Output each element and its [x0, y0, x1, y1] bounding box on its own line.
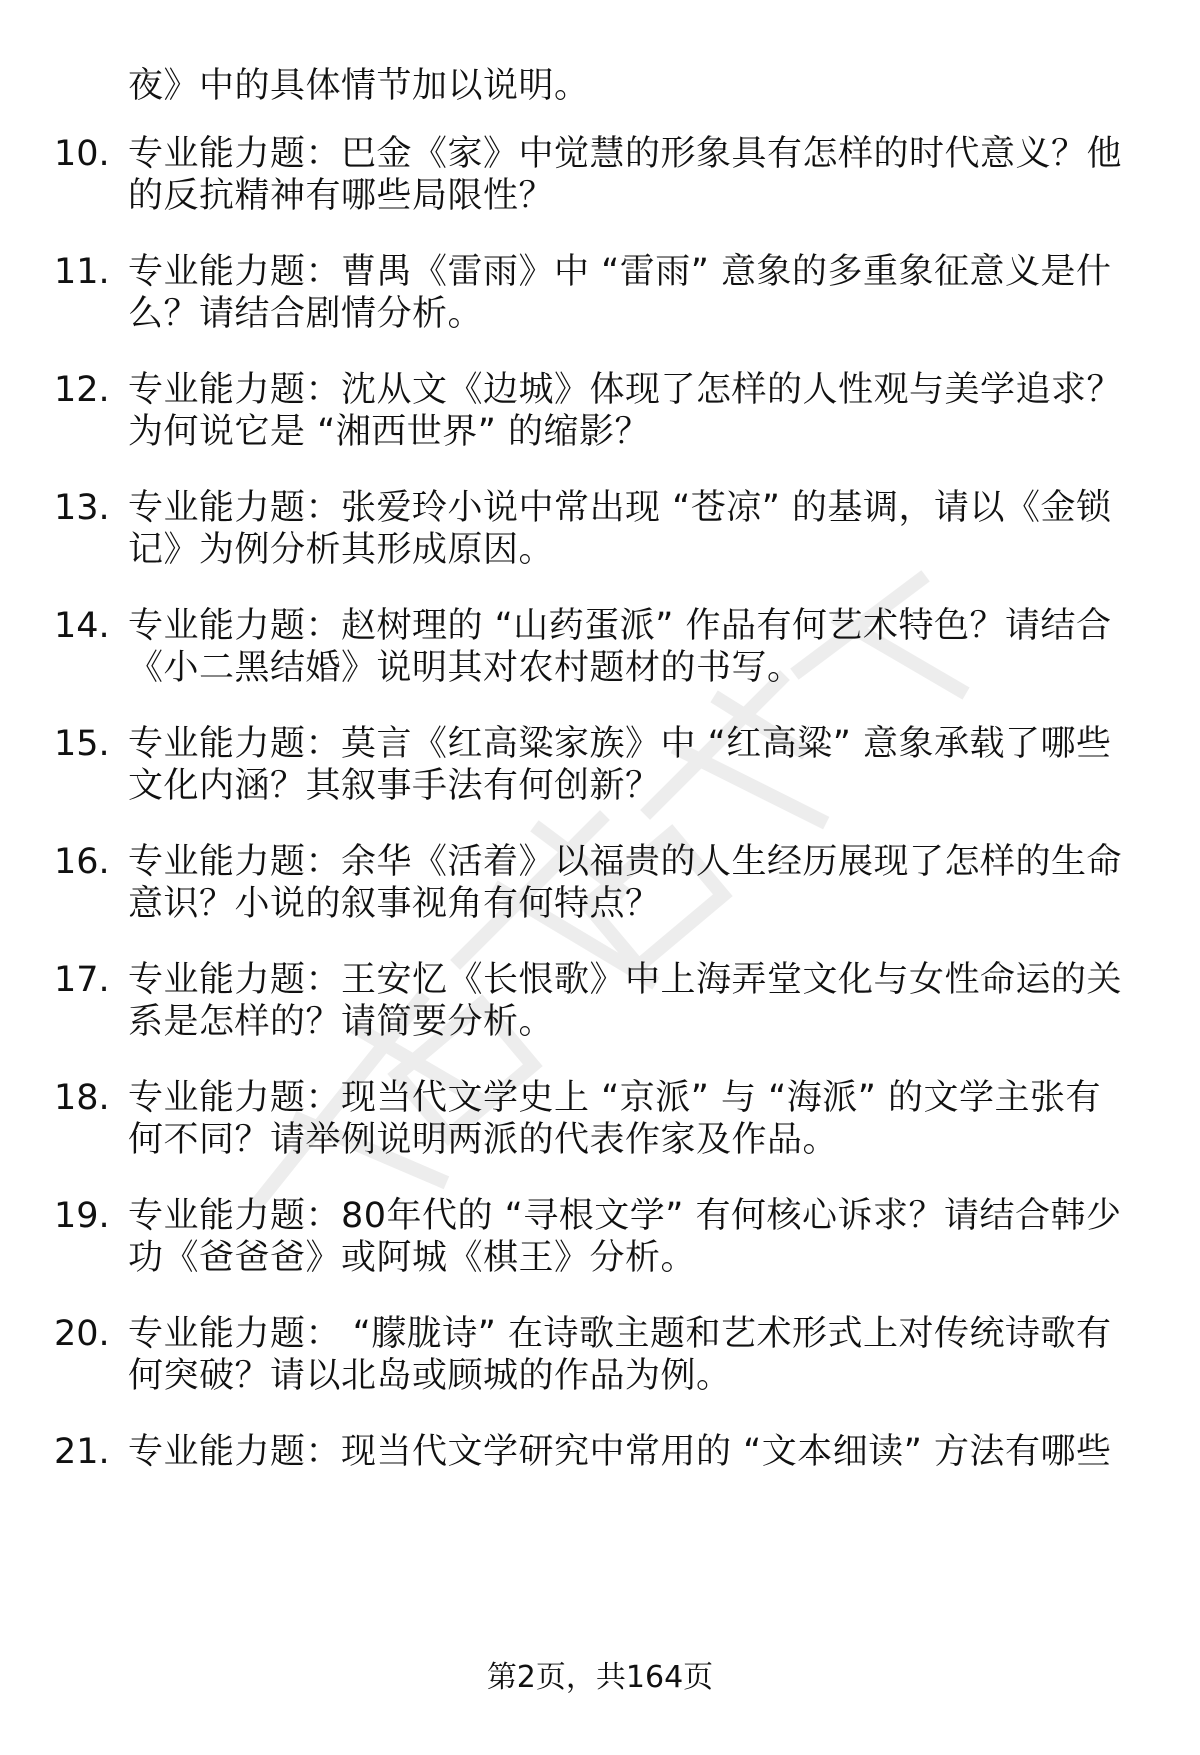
question-text-line2: 的反抗精神有哪些局限性？ — [128, 176, 555, 216]
question-text-line2: 系是怎样的？请简要分析。 — [128, 1002, 555, 1042]
question-number: 16. — [54, 842, 110, 882]
question-text-line1: 专业能力题：余华《活着》以福贵的人生经历展现了怎样的生命 — [128, 842, 1123, 882]
question-number: 11. — [54, 252, 110, 292]
question-number: 15. — [54, 724, 110, 764]
question-number: 10. — [54, 134, 110, 174]
question-text-line1: 专业能力题：王安忆《长恨歌》中上海弄堂文化与女性命运的关 — [128, 960, 1123, 1000]
question-text-line2: 文化内涵？其叙事手法有何创新？ — [128, 766, 661, 806]
question-number: 12. — [54, 370, 110, 410]
question-text-line2: 功《爸爸爸》或阿城《棋王》分析。 — [128, 1238, 697, 1278]
question-text-line1: 专业能力题：曹禺《雷雨》中 “雷雨” 意象的多重象征意义是什 — [128, 252, 1112, 292]
continuation-line: 夜》中的具体情节加以说明。 — [128, 66, 590, 106]
question-number: 20. — [54, 1314, 110, 1354]
question-text-line1: 专业能力题：沈从文《边城》体现了怎样的人性观与美学追求？ — [128, 370, 1123, 410]
question-number: 13. — [54, 488, 110, 528]
question-text-line1: 专业能力题：张爱玲小说中常出现 “苍凉” 的基调，请以《金锁 — [128, 488, 1112, 528]
question-text-line1: 专业能力题：现当代文学史上 “京派” 与 “海派” 的文学主张有 — [128, 1078, 1102, 1118]
question-text-line1: 专业能力题：现当代文学研究中常用的 “文本细读” 方法有哪些 — [128, 1432, 1112, 1472]
page-footer: 第2页，共164页 — [486, 1660, 714, 1695]
question-text-line2: 何不同？请举例说明两派的代表作家及作品。 — [128, 1120, 839, 1160]
question-text-line2: 何突破？请以北岛或顾城的作品为例。 — [128, 1356, 732, 1396]
question-number: 17. — [54, 960, 110, 1000]
question-text-line2: 么？请结合剧情分析。 — [128, 294, 484, 334]
question-number: 18. — [54, 1078, 110, 1118]
question-text-line1: 专业能力题：莫言《红高粱家族》中 “红高粱” 意象承载了哪些 — [128, 724, 1112, 764]
question-text-line2: 《小二黑结婚》说明其对农村题材的书写。 — [128, 648, 803, 688]
question-text-line1: 专业能力题： “朦胧诗” 在诗歌主题和艺术形式上对传统诗歌有 — [128, 1314, 1112, 1354]
question-text-line2: 记》为例分析其形成原因。 — [128, 530, 555, 570]
question-number: 14. — [54, 606, 110, 646]
question-text-line2: 意识？小说的叙事视角有何特点？ — [128, 884, 661, 924]
question-number: 21. — [54, 1432, 110, 1472]
question-text-line1: 专业能力题：巴金《家》中觉慧的形象具有怎样的时代意义？他 — [128, 134, 1123, 174]
question-number: 19. — [54, 1196, 110, 1236]
question-text-line1: 专业能力题：80年代的 “寻根文学” 有何核心诉求？请结合韩少 — [128, 1196, 1122, 1236]
question-text-line2: 为何说它是 “湘西世界” 的缩影？ — [128, 412, 651, 452]
question-text-line1: 专业能力题：赵树理的 “山药蛋派” 作品有何艺术特色？请结合 — [128, 606, 1112, 646]
